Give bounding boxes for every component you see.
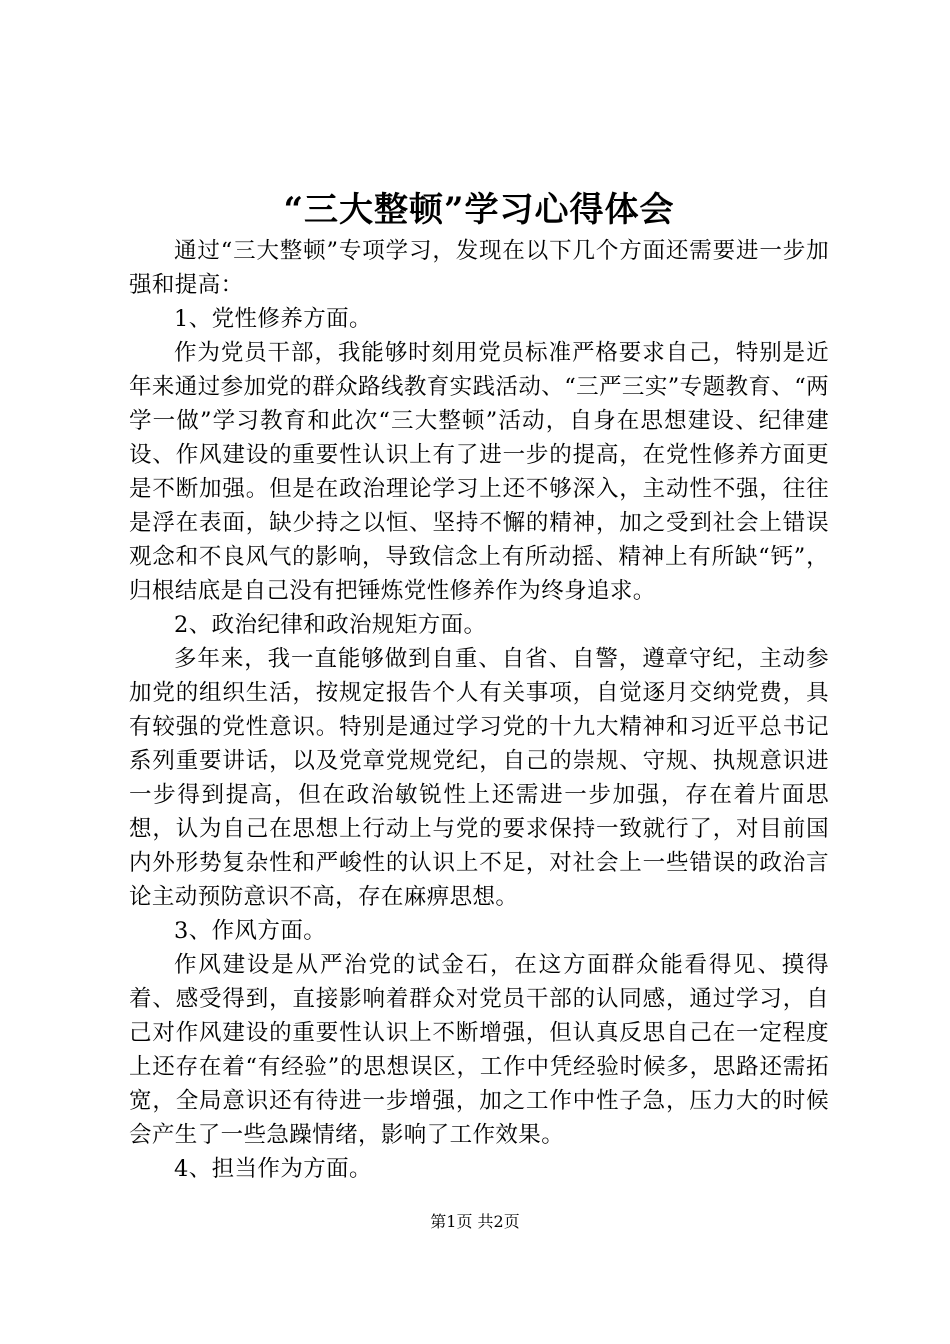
- document-page: [129, 186, 829, 1186]
- section-heading-3: 3、作风方面。: [174, 918, 327, 944]
- page-footer: [0, 1210, 950, 1234]
- section-heading-4: 4、担当作为方面。: [174, 1156, 372, 1182]
- section-heading-2: 2、政治纪律和政治规矩方面。: [174, 612, 487, 638]
- document-title: “三大整顿”学习心得体会: [283, 190, 675, 230]
- section-heading-1: 1、党性修养方面。: [174, 306, 372, 332]
- paragraph-intro: 通过“三大整顿”专项学习，发现在以下几个方面还需要进一步加强和提高：: [129, 238, 829, 298]
- paragraph-section-1: 作为党员干部，我能够时刻用党员标准严格要求自己，特别是近年来通过参加党的群众路线教育实践活动、“三严三实”专题教育、“两学一做”学习教育和此次“三大整顿”活动，自身在思想建设、纪律建设、作风建设的重要性认识上有了进一步的提高，在党性修养方面更是不断加强。但是在政治理论学习上还不够深入，主动性不强，往往是浮在表面，缺少持之以恒、坚持不懈的精神，加之受到社会上错误观念和不良风气的影响，导致信念上有所动摇、精神上有所缺“钙”，归根结底是自己没有把锤炼党性修养作为终身追求。: [129, 340, 829, 604]
- page-indicator: 第1页 共2页: [430, 1212, 520, 1231]
- paragraph-section-3: 作风建设是从严治党的试金石，在这方面群众能看得见、摸得着、感受得到，直接影响着群众对党员干部的认同感，通过学习，自己对作风建设的重要性认识上不断增强，但认真反思自己在一定程度上还存在着“有经验”的思想误区，工作中凭经验时候多，思路还需拓宽，全局意识还有待进一步增强，加之工作中性子急，压力大的时候会产生了一些急躁情绪，影响了工作效果。: [129, 952, 829, 1148]
- paragraph-section-2: 多年来，我一直能够做到自重、自省、自警，遵章守纪，主动参加党的组织生活，按规定报告个人有关事项，自觉逐月交纳党费，具有较强的党性意识。特别是通过学习党的十九大精神和习近平总书记系列重要讲话，以及党章党规党纪，自己的崇规、守规、执规意识进一步得到提高，但在政治敏锐性上还需进一步加强，存在着片面思想，认为自己在思想上行动上与党的要求保持一致就行了，对目前国内外形势复杂性和严峻性的认识上不足，对社会上一些错误的政治言论主动预防意识不高，存在麻痹思想。: [129, 646, 829, 910]
